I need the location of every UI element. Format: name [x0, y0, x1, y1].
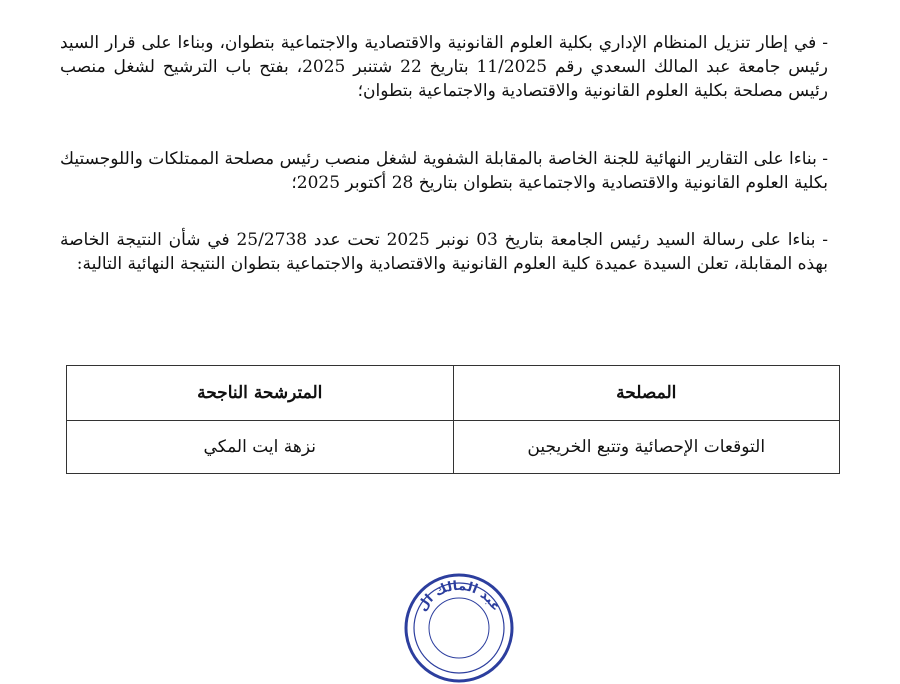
- paragraph-framework: - في إطار تنزيل المنظام الإداري بكلية العلوم القانونية والاقتصادية والاجتماعية بتطوان، وبناءا على قرار السيد رئيس جامعة عبد المالك السعدي رقم 11/2025 بتاريخ 22 شتنبر 2025، بفتح باب الترشيح لشغل منصب رئيس مصلحة بكلية العلوم القانونية والاقتصادية والاجتماعية بتطوان؛: [60, 33, 828, 101]
- results-table: [66, 365, 840, 474]
- header-service: المصلحة: [453, 366, 839, 421]
- header-candidate: المترشحة الناجحة: [67, 366, 454, 421]
- paragraph-announcement: - بناءا على رسالة السيد رئيس الجامعة بتاريخ 03 نونبر 2025 تحت عدد 25/2738 في شأن النتيجة الخاصة بهذه المقابلة، تعلن السيدة عميدة كلية العلوم القانونية والاقتصادية والاجتماعية بتطوان النتيجة النهائية التالية:: [60, 230, 829, 274]
- paragraph-reports: - بناءا على التقارير النهائية للجنة الخاصة بالمقابلة الشفوية لشغل منصب رئيس مصلحة الممتلكات واللوجستيك بكلية العلوم القانونية والاقتصادية والاجتماعية بتطوان بتاريخ 28 أكتوبر 2025؛: [60, 149, 828, 193]
- university-seal-icon: [403, 572, 515, 684]
- cell-service: التوقعات الإحصائية وتتبع الخريجين: [453, 421, 839, 474]
- table-row: [67, 421, 840, 474]
- table-header-row: [67, 366, 840, 421]
- seal-text: عبد المالك ال: [414, 578, 504, 615]
- cell-candidate: نزهة ايت المكي: [67, 421, 454, 474]
